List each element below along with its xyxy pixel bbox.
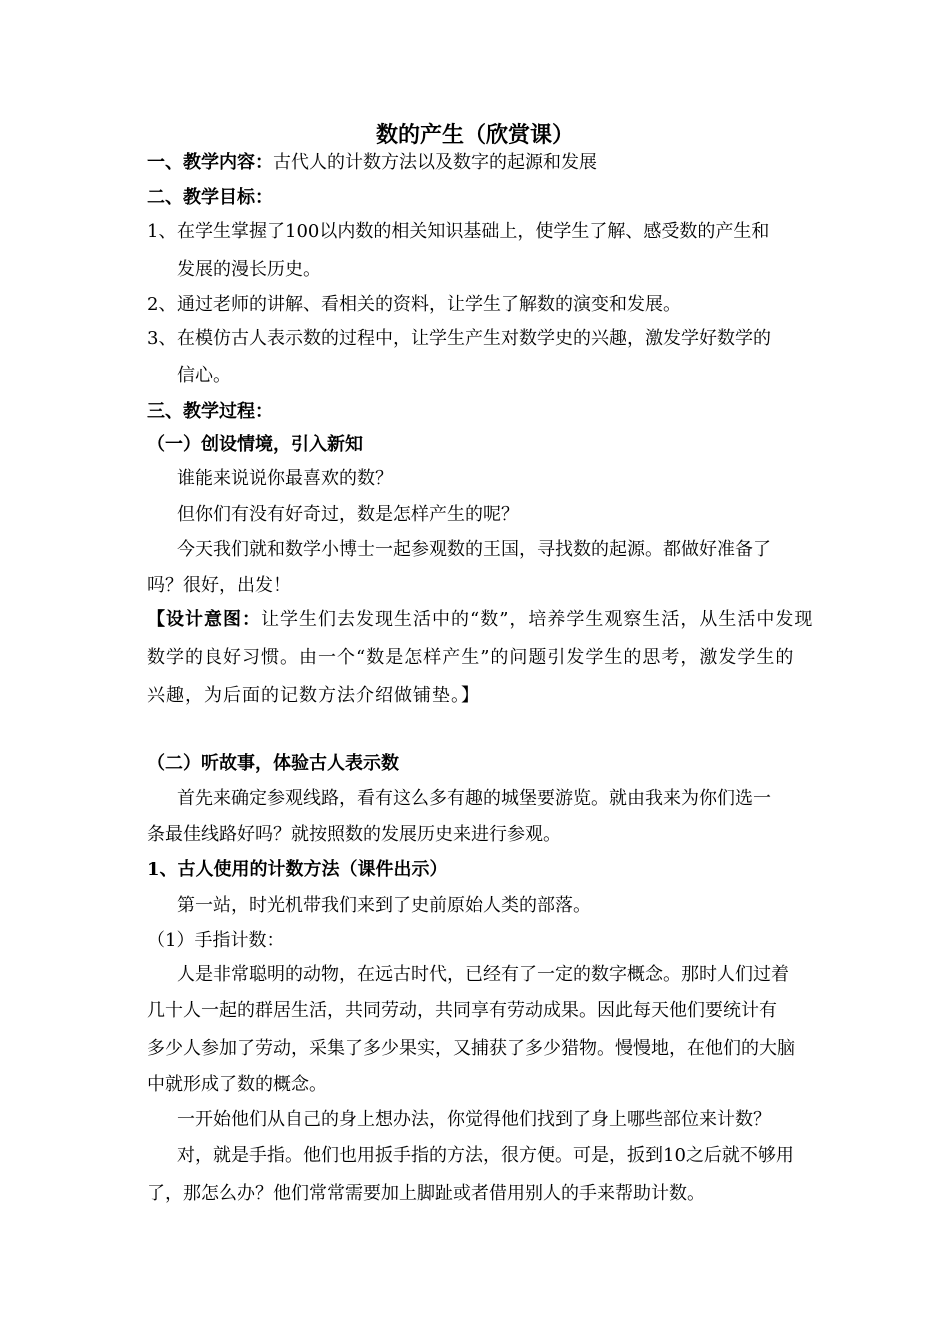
goal-3-line-2: 信心。 <box>177 365 231 386</box>
part1-paragraph: 但你们有没有好奇过，数是怎样产生的呢？ <box>177 504 519 525</box>
part2-paragraph: 人是非常聪明的动物，在远古时代，已经有了一定的数字概念。那时人们过着 <box>177 964 789 985</box>
part1-paragraph-cont: 吗？很好，出发！ <box>147 575 291 596</box>
design-intent-line-1 <box>147 608 813 632</box>
part2-paragraph-cont: 条最佳线路好吗？就按照数的发展历史来进行参观。 <box>147 824 561 845</box>
section-teaching-content <box>147 151 597 175</box>
part2-paragraph: 对，就是手指。他们也用扳手指的方法，很方便。可是，扳到10之后就不够用 <box>177 1145 794 1166</box>
part2-paragraph: 第一站，时光机带我们来到了史前原始人类的部落。 <box>177 895 591 916</box>
goal-1-line-2: 发展的漫长历史。 <box>177 259 321 280</box>
section-teaching-goals: 二、教学目标： <box>147 187 273 208</box>
goal-text: 在模仿古人表示数的过程中，让学生产生对数学史的兴趣，激发学好数学的 <box>177 328 771 349</box>
part1-paragraph: 谁能来说说你最喜欢的数？ <box>177 468 393 489</box>
part1-paragraph: 今天我们就和数学小博士一起参观数的王国，寻找数的起源。都做好准备了 <box>177 539 771 560</box>
section-teaching-process: 三、教学过程： <box>147 401 273 422</box>
goal-number: 1、 <box>147 221 177 242</box>
subsection-finger-counting: （1）手指计数： <box>147 930 285 951</box>
part2-heading: （二）听故事，体验古人表示数 <box>147 753 399 774</box>
goal-number: 2、 <box>147 294 177 315</box>
design-intent-label: 【设计意图： <box>147 609 261 630</box>
section-label: 一、教学内容： <box>147 152 273 173</box>
goal-3-line-1 <box>147 327 771 351</box>
goal-1-line-1 <box>147 220 769 244</box>
design-intent-text: 让学生们去发现生活中的“数”，培养学生观察生活，从生活中发现 <box>261 609 814 630</box>
design-intent-line-3: 兴趣，为后面的记数方法介绍做铺垫。】 <box>147 685 480 706</box>
part2-paragraph-cont: 了，那怎么办？他们常常需要加上脚趾或者借用别人的手来帮助计数。 <box>147 1183 705 1204</box>
goal-text: 在学生掌握了100以内数的相关知识基础上，使学生了解、感受数的产生和 <box>177 221 770 242</box>
part2-paragraph: 一开始他们从自己的身上想办法，你觉得他们找到了身上哪些部位来计数？ <box>177 1109 771 1130</box>
part2-paragraph-cont: 中就形成了数的概念。 <box>147 1074 327 1095</box>
goal-text: 通过老师的讲解、看相关的资料，让学生了解数的演变和发展。 <box>177 294 681 315</box>
subsection-heading: 1、古人使用的计数方法（课件出示） <box>147 859 448 880</box>
part2-paragraph-cont: 多少人参加了劳动，采集了多少果实，又捕获了多少猎物。慢慢地，在他们的大脑 <box>147 1038 795 1059</box>
part1-heading: （一）创设情境，引入新知 <box>147 434 363 455</box>
part2-paragraph: 首先来确定参观线路，看有这么多有趣的城堡要游览。就由我来为你们选一 <box>177 788 771 809</box>
page-title: 数的产生（欣赏课） <box>375 122 574 148</box>
section-text: 古代人的计数方法以及数字的起源和发展 <box>273 152 597 173</box>
goal-2 <box>147 293 681 317</box>
part2-paragraph-cont: 几十人一起的群居生活，共同劳动，共同享有劳动成果。因此每天他们要统计有 <box>147 1000 777 1021</box>
design-intent-line-2: 数学的良好习惯。由一个“数是怎样产生”的问题引发学生的思考，激发学生的 <box>147 647 795 668</box>
goal-number: 3、 <box>147 328 177 349</box>
